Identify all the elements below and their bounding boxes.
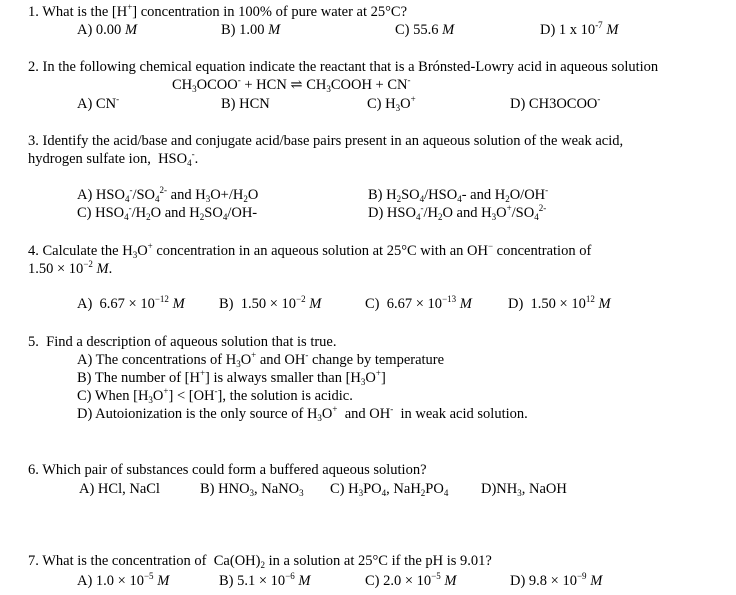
q5-option-a: A) The concentrations of $H_3O^+$ and OH- change by temperature (77, 350, 445, 369)
q2-option-c: C) $H_3O^+$ (367, 94, 416, 113)
q2-option-d: D) CH3OCOO- (510, 94, 601, 112)
q2-option-a: A) CN- (77, 94, 120, 112)
q1-option-b: B) 1.00 M (221, 22, 281, 38)
q7-option-a: A) $1.0 \times 10^{-5}$ M (77, 571, 170, 589)
q7-stem: 7. What is the concentration of $Ca(OH)_2$ in a solution at 25°C if the pH is 9.01? (28, 553, 492, 570)
q3-option-a: A) $HSO_4^-/SO_4^{2-}$ and $H_3O+/H_2O$ (77, 185, 259, 204)
q5-option-c: C) When $[H_3O^+] < [OH^-]$, the solution is acidic. (77, 386, 353, 405)
q4-option-c: C) $6.67 \times 10^{-13}$ M (365, 294, 472, 312)
q4-option-a: A) $6.67 \times 10^{-12}$ M (77, 294, 185, 312)
q7-option-d: D) $9.8 \times 10^{-9}$ M (510, 571, 603, 589)
q6-stem: 6. Which pair of substances could form a buffered aqueous solution? (28, 462, 427, 478)
q3-option-b: B) $H_2SO_4/HSO_4-$ and $H_2O/OH^-$ (368, 185, 549, 204)
q6-option-a: A) HCl, NaCl (79, 481, 160, 497)
q2-equation: $CH_3OCOO^-$ + HCN ⇌ $CH_3COOH + CN^-$ (172, 75, 411, 94)
q4-stem: 4. Calculate the $H_3O^+$ concentration in an aqueous solution at 25°C with an OH− concentration of (28, 241, 592, 260)
q7-option-c: C) $2.0 \times 10^{-5}$ M (365, 571, 457, 589)
q1-option-a: A) 0.00 M (77, 22, 138, 38)
q2-option-b: B) HCN (221, 96, 270, 112)
q3-stem-line2: hydrogen sulfate ion, $HSO_4^-$. (28, 149, 199, 168)
q4-stem-line2: $1.50 \times 10^{-2}$ M. (28, 259, 113, 277)
q3-stem: 3. Identify the acid/base and conjugate acid/base pairs present in an aqueous solution of the weak acid, (28, 133, 624, 149)
q6-option-b: B) $HNO_3$, NaNO$_3$ (200, 481, 304, 498)
q6-option-d: $D)NH_3$, NaOH (481, 481, 567, 498)
q4-option-d: D) $1.50 \times 10^{12}$ M (508, 294, 611, 312)
q6-option-c: C) $H_3PO_4$, $NaH_2PO_4$ (330, 481, 449, 498)
q2-stem: 2. In the following chemical equation indicate the reactant that is a Brónsted-Lowry acid in aqueous solution (28, 59, 659, 75)
q5-option-d: D) Autoionization is the only source of $H_3O^+$ and OH- in weak acid solution. (77, 404, 528, 423)
q5-option-b: B) The number of [H+] is always smaller than $[H_3O^+]$ (77, 368, 386, 387)
q1-stem: 1. What is the [H+] concentration in 100% of pure water at 25°C? (28, 2, 408, 20)
q3-option-d: D) $HSO_4^-/H_2O$ and $H_3O^+/SO_4^{2-}$ (368, 203, 547, 222)
q1-option-c: C) 55.6 M (395, 22, 455, 38)
q7-option-b: B) $5.1 \times 10^{-6}$ M (219, 571, 311, 589)
q4-option-b: B) $1.50 \times 10^{-2}$ M (219, 294, 322, 312)
q3-option-c: C) $HSO_4^-/H_2O$ and $H_2SO_4/OH-$ (77, 203, 258, 222)
q5-stem: 5. Find a description of aqueous solution that is true. (28, 334, 337, 350)
q1-option-d: D) 1 x $10^{-7}$ M (540, 20, 619, 38)
